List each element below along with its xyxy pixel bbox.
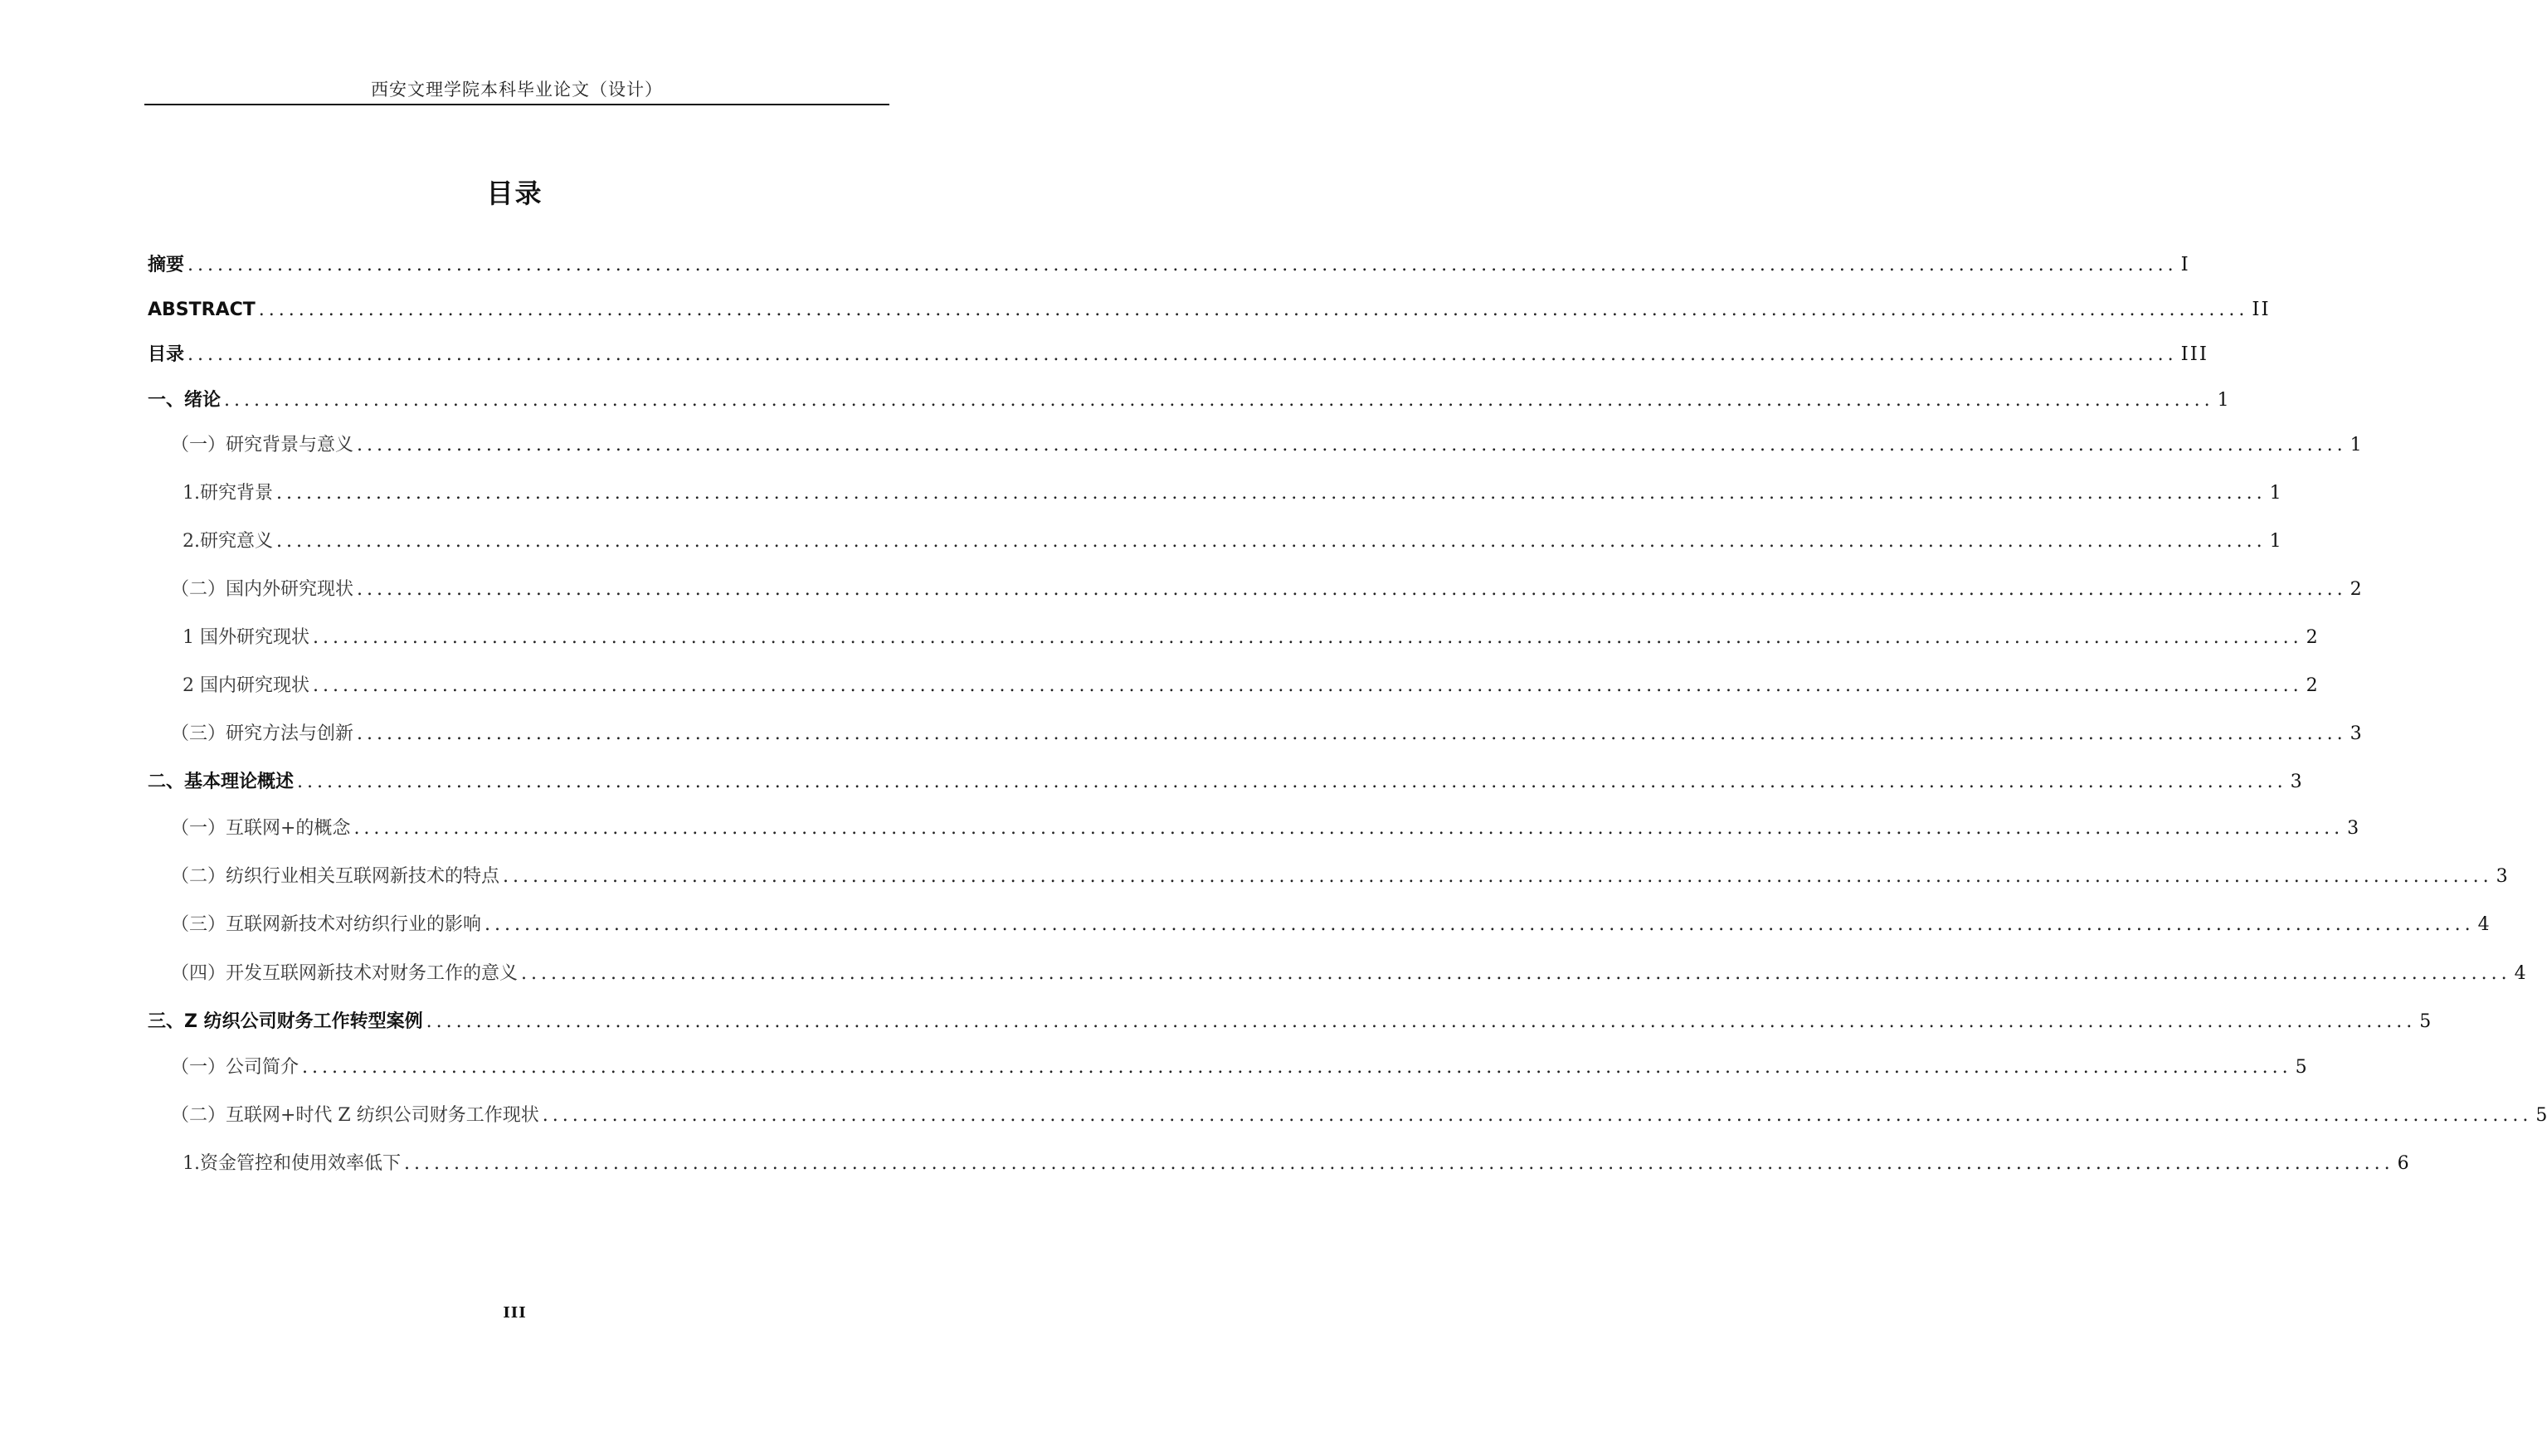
toc-entry-label: （三）研究方法与创新 (171, 723, 354, 744)
toc-entry-label: 目录 (148, 344, 185, 365)
toc-entry-page: 1 (2350, 435, 2362, 455)
toc-entry-page: 3 (2347, 818, 2360, 839)
toc-dot-leader: ........................................................................................................................................................................................................ (313, 627, 2303, 648)
toc-entry[interactable] (148, 1103, 2547, 1128)
toc-entry-label: （二）国内外研究现状 (171, 579, 354, 600)
toc-dot-leader: ........................................................................................................................................................................................................ (357, 435, 2347, 455)
toc-dot-leader: ........................................................................................................................................................................................................ (485, 914, 2475, 935)
toc-entry[interactable] (148, 1055, 2307, 1080)
toc-entry-label: 摘要 (148, 255, 185, 275)
toc-entry-page: III (2180, 343, 2209, 365)
toc-entry-page: 5 (2295, 1057, 2307, 1078)
toc-entry-page: 3 (2350, 723, 2362, 744)
toc-entry-page: 1 (2217, 390, 2229, 411)
toc-dot-leader: ........................................................................................................................................................................................................ (353, 818, 2345, 839)
toc-dot-leader: ........................................................................................................................................................................................................ (521, 963, 2511, 984)
toc-entry-label: 1.研究背景 (183, 483, 273, 504)
toc-entry-page: 6 (2397, 1153, 2409, 1174)
toc-entry-label: （一）研究背景与意义 (171, 435, 354, 455)
toc-entry-page: 3 (2496, 866, 2508, 887)
toc-entry[interactable] (148, 252, 2190, 277)
toc-dot-leader: ........................................................................................................................................................................................................ (224, 390, 2214, 411)
toc-dot-leader: ........................................................................................................................................................................................................ (187, 344, 2178, 365)
toc-entry-label: 一、绪论 (148, 390, 222, 411)
toc-entry-page: II (2252, 299, 2271, 320)
toc-dot-leader: ........................................................................................................................................................................................................ (426, 1011, 2417, 1032)
toc-dot-leader: ........................................................................................................................................................................................................ (302, 1057, 2292, 1078)
toc-entry[interactable] (148, 297, 2271, 322)
toc-entry[interactable] (148, 864, 2508, 889)
toc-entry[interactable] (148, 722, 2362, 747)
toc-dot-leader: ........................................................................................................................................................................................................ (297, 772, 2287, 792)
toc-entry-label: 2.研究意义 (183, 531, 273, 552)
toc-entry-label: （二）纺织行业相关互联网新技术的特点 (171, 866, 500, 887)
toc-entry-label: （二）互联网+时代 Z 纺织公司财务工作现状 (171, 1105, 539, 1126)
toc-entry-label: 2 国内研究现状 (183, 675, 309, 696)
toc-entry-page: I (2180, 254, 2190, 275)
toc-entry-label: （一）公司简介 (171, 1057, 300, 1078)
header-rule (144, 104, 889, 105)
toc-dot-leader: ........................................................................................................................................................................................................ (258, 299, 2249, 320)
toc-dot-leader: ........................................................................................................................................................................................................ (276, 531, 2267, 552)
toc-entry[interactable] (148, 577, 2362, 602)
toc-entry[interactable] (148, 1152, 2409, 1176)
toc-dot-leader: ........................................................................................................................................................................................................ (542, 1105, 2533, 1126)
toc-entry-label: （三）互联网新技术对纺织行业的影响 (171, 914, 482, 935)
toc-entry-label: （四）开发互联网新技术对财务工作的意义 (171, 963, 519, 984)
toc-entry-page: 2 (2306, 675, 2318, 696)
toc-entry[interactable] (148, 626, 2318, 650)
toc-entry[interactable] (148, 674, 2318, 699)
toc-entry[interactable] (148, 816, 2360, 841)
toc-dot-leader: ........................................................................................................................................................................................................ (276, 483, 2267, 504)
toc-dot-leader: ........................................................................................................................................................................................................ (357, 723, 2347, 744)
toc-entry-label: 二、基本理论概述 (148, 772, 295, 792)
toc-entry-label: 三、Z 纺织公司财务工作转型案例 (148, 1011, 423, 1032)
page-number: III (503, 1304, 527, 1322)
toc-entry[interactable] (148, 529, 2282, 554)
toc-entry[interactable] (148, 1010, 2432, 1035)
toc-entry-page: 5 (2535, 1105, 2547, 1126)
toc-entry[interactable] (148, 962, 2526, 986)
toc-entry-page: 4 (2477, 914, 2490, 935)
toc-entry-label: （一）互联网+的概念 (171, 818, 351, 839)
toc-entry-page: 4 (2514, 963, 2526, 984)
toc-entry-label: 1 国外研究现状 (183, 627, 309, 648)
toc-entry-label: 1.资金管控和使用效率低下 (183, 1153, 401, 1174)
toc-entry-label: ABSTRACT (148, 299, 256, 320)
toc-entry-page: 2 (2350, 579, 2362, 600)
toc-entry-page: 5 (2419, 1011, 2432, 1032)
toc-entry[interactable] (148, 342, 2209, 367)
toc-dot-leader: ........................................................................................................................................................................................................ (187, 255, 2178, 275)
toc-entry[interactable] (148, 388, 2229, 413)
toc-entry[interactable] (148, 913, 2490, 937)
toc-dot-leader: ........................................................................................................................................................................................................ (404, 1153, 2394, 1174)
toc-dot-leader: ........................................................................................................................................................................................................ (503, 866, 2493, 887)
page-header: 西安文理学院本科毕业论文（设计） (371, 80, 663, 100)
toc-entry[interactable] (148, 770, 2302, 795)
toc-entry[interactable] (148, 481, 2282, 506)
toc-entry-page: 1 (2269, 531, 2282, 552)
toc-dot-leader: ........................................................................................................................................................................................................ (313, 675, 2303, 696)
toc-title: 目录 (486, 178, 543, 209)
toc-entry-page: 2 (2306, 627, 2318, 648)
toc-entry-page: 3 (2290, 772, 2302, 792)
toc-entry[interactable] (148, 433, 2362, 458)
toc-dot-leader: ........................................................................................................................................................................................................ (357, 579, 2347, 600)
toc-entry-page: 1 (2269, 483, 2282, 504)
